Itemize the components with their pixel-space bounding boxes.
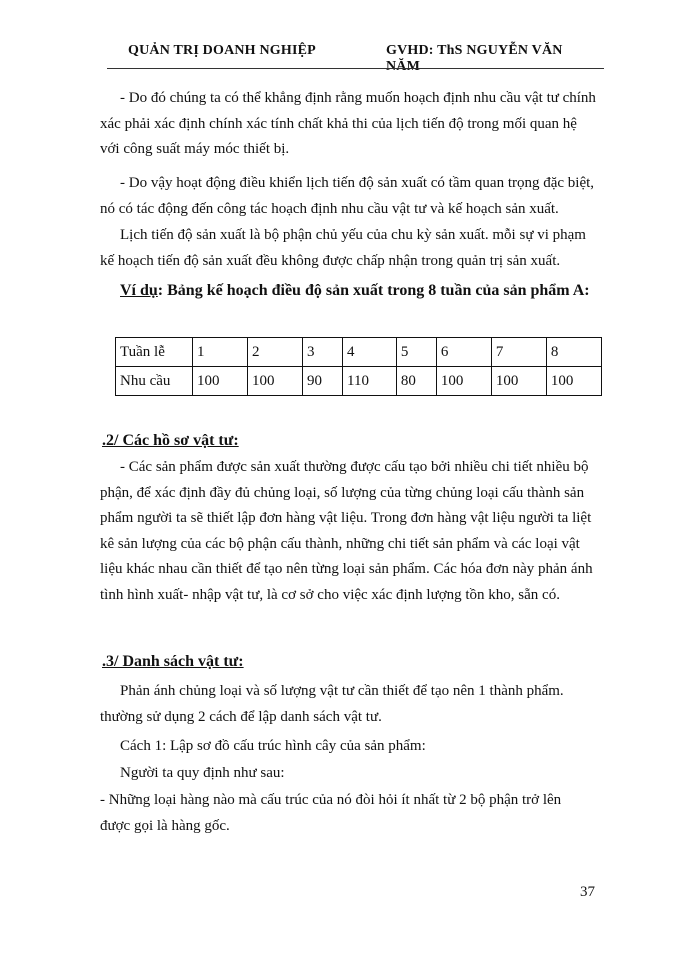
example-caption bbox=[120, 282, 590, 300]
header-course-title: QUẢN TRỊ DOANH NGHIỆP bbox=[128, 43, 316, 58]
table-cell: 2 bbox=[248, 338, 303, 367]
paragraph-line: phận, để xác định đầy đủ chủng loại, số lượng của từng chủng loại cấu thành sản bbox=[100, 484, 585, 501]
table-cell: 90 bbox=[303, 367, 343, 396]
table-cell: 80 bbox=[396, 367, 436, 396]
header-instructor: GVHD: ThS NGUYỄN VĂN NĂM bbox=[386, 43, 563, 74]
paragraph-line: phẩm người ta sẽ thiết lập đơn hàng vật liệu. Trong đơn hàng vật liệu người ta liệt bbox=[100, 510, 592, 526]
paragraph-line: xác phải xác định chính xác tính chất khả thi của lịch tiến độ trong mối quan hệ bbox=[100, 115, 577, 132]
page-header bbox=[128, 43, 588, 74]
table-cell: 7 bbox=[491, 338, 546, 367]
paragraph-7 bbox=[120, 761, 600, 787]
paragraph-line: nó có tác động đến công tác hoạch định nhu cầu vật tư và kế hoạch sản xuất. bbox=[100, 200, 559, 217]
paragraph-6 bbox=[120, 734, 600, 760]
table-cell: 1 bbox=[193, 338, 248, 367]
page-number: 37 bbox=[580, 884, 595, 900]
table-row-label: Tuần lễ bbox=[116, 338, 193, 367]
table-cell: 100 bbox=[436, 367, 491, 396]
paragraph-line: Phản ánh chủng loại và số lượng vật tư cần thiết để tạo nên 1 thành phẩm. bbox=[120, 683, 564, 699]
table-cell: 8 bbox=[546, 338, 601, 367]
section-heading-material-list: .3/ Danh sách vật tư: bbox=[102, 653, 244, 670]
table-cell: 100 bbox=[546, 367, 601, 396]
section-heading-records: .2/ Các hồ sơ vật tư: bbox=[102, 432, 239, 449]
paragraph-line: với công suất máy móc thiết bị. bbox=[100, 141, 290, 157]
table-cell: 6 bbox=[436, 338, 491, 367]
table-row bbox=[116, 338, 602, 367]
paragraph-1 bbox=[100, 86, 600, 163]
example-text: : Bảng kế hoạch điều độ sản xuất trong 8 tuần của sản phẩm A: bbox=[157, 282, 590, 299]
paragraph-line: thường sử dụng 2 cách để lập danh sách vật tư. bbox=[100, 708, 382, 725]
paragraph-line: Cách 1: Lập sơ đồ cấu trúc hình cây của sản phẩm: bbox=[120, 738, 426, 754]
table-cell: 100 bbox=[193, 367, 248, 396]
production-schedule-table bbox=[115, 337, 602, 396]
paragraph-line: Người ta quy định như sau: bbox=[120, 765, 285, 781]
example-label: Ví dụ bbox=[120, 282, 158, 299]
paragraph-line: - Các sản phẩm được sản xuất thường được cấu tạo bởi nhiều chi tiết nhiều bộ bbox=[120, 459, 589, 475]
paragraph-8 bbox=[100, 788, 600, 839]
table-cell: 3 bbox=[303, 338, 343, 367]
paragraph-4 bbox=[100, 455, 600, 608]
paragraph-line: kê sản lượng của các bộ phận cấu thành, những chi tiết sản phẩm và các loại vật bbox=[100, 535, 580, 552]
paragraph-2 bbox=[100, 171, 600, 222]
table-row bbox=[116, 367, 602, 396]
paragraph-line: - Những loại hàng nào mà cấu trúc của nó đòi hỏi ít nhất từ 2 bộ phận trở lên bbox=[100, 792, 562, 808]
table-row-label: Nhu cầu bbox=[116, 367, 193, 396]
table-cell: 4 bbox=[343, 338, 397, 367]
paragraph-line: Lịch tiến độ sản xuất là bộ phận chủ yếu của chu kỳ sản xuất. mỗi sự vi phạm bbox=[120, 227, 586, 243]
paragraph-line: - Do vậy hoạt động điều khiển lịch tiến độ sản xuất có tầm quan trọng đặc biệt, bbox=[120, 175, 595, 191]
paragraph-line: liệu khác nhau cần thiết để tạo nên từng loại sản phẩm. Các hóa đơn này phản ánh bbox=[100, 561, 593, 577]
header-divider bbox=[107, 68, 604, 69]
paragraph-line: được gọi là hàng gốc. bbox=[100, 817, 230, 834]
table-cell: 100 bbox=[248, 367, 303, 396]
table-cell: 100 bbox=[491, 367, 546, 396]
paragraph-3 bbox=[100, 223, 600, 274]
paragraph-line: tình hình xuất- nhập vật tư, là cơ sở cho việc xác định lượng tồn kho, sẵn có. bbox=[100, 586, 560, 603]
table-cell: 110 bbox=[343, 367, 397, 396]
paragraph-line: kế hoạch tiến độ sản xuất đều không được chấp nhận trong quản trị sản xuất. bbox=[100, 252, 561, 269]
paragraph-line: - Do đó chúng ta có thể khẳng định rằng muốn hoạch định nhu cầu vật tư chính bbox=[120, 90, 596, 106]
paragraph-5 bbox=[100, 679, 600, 730]
table-cell: 5 bbox=[396, 338, 436, 367]
